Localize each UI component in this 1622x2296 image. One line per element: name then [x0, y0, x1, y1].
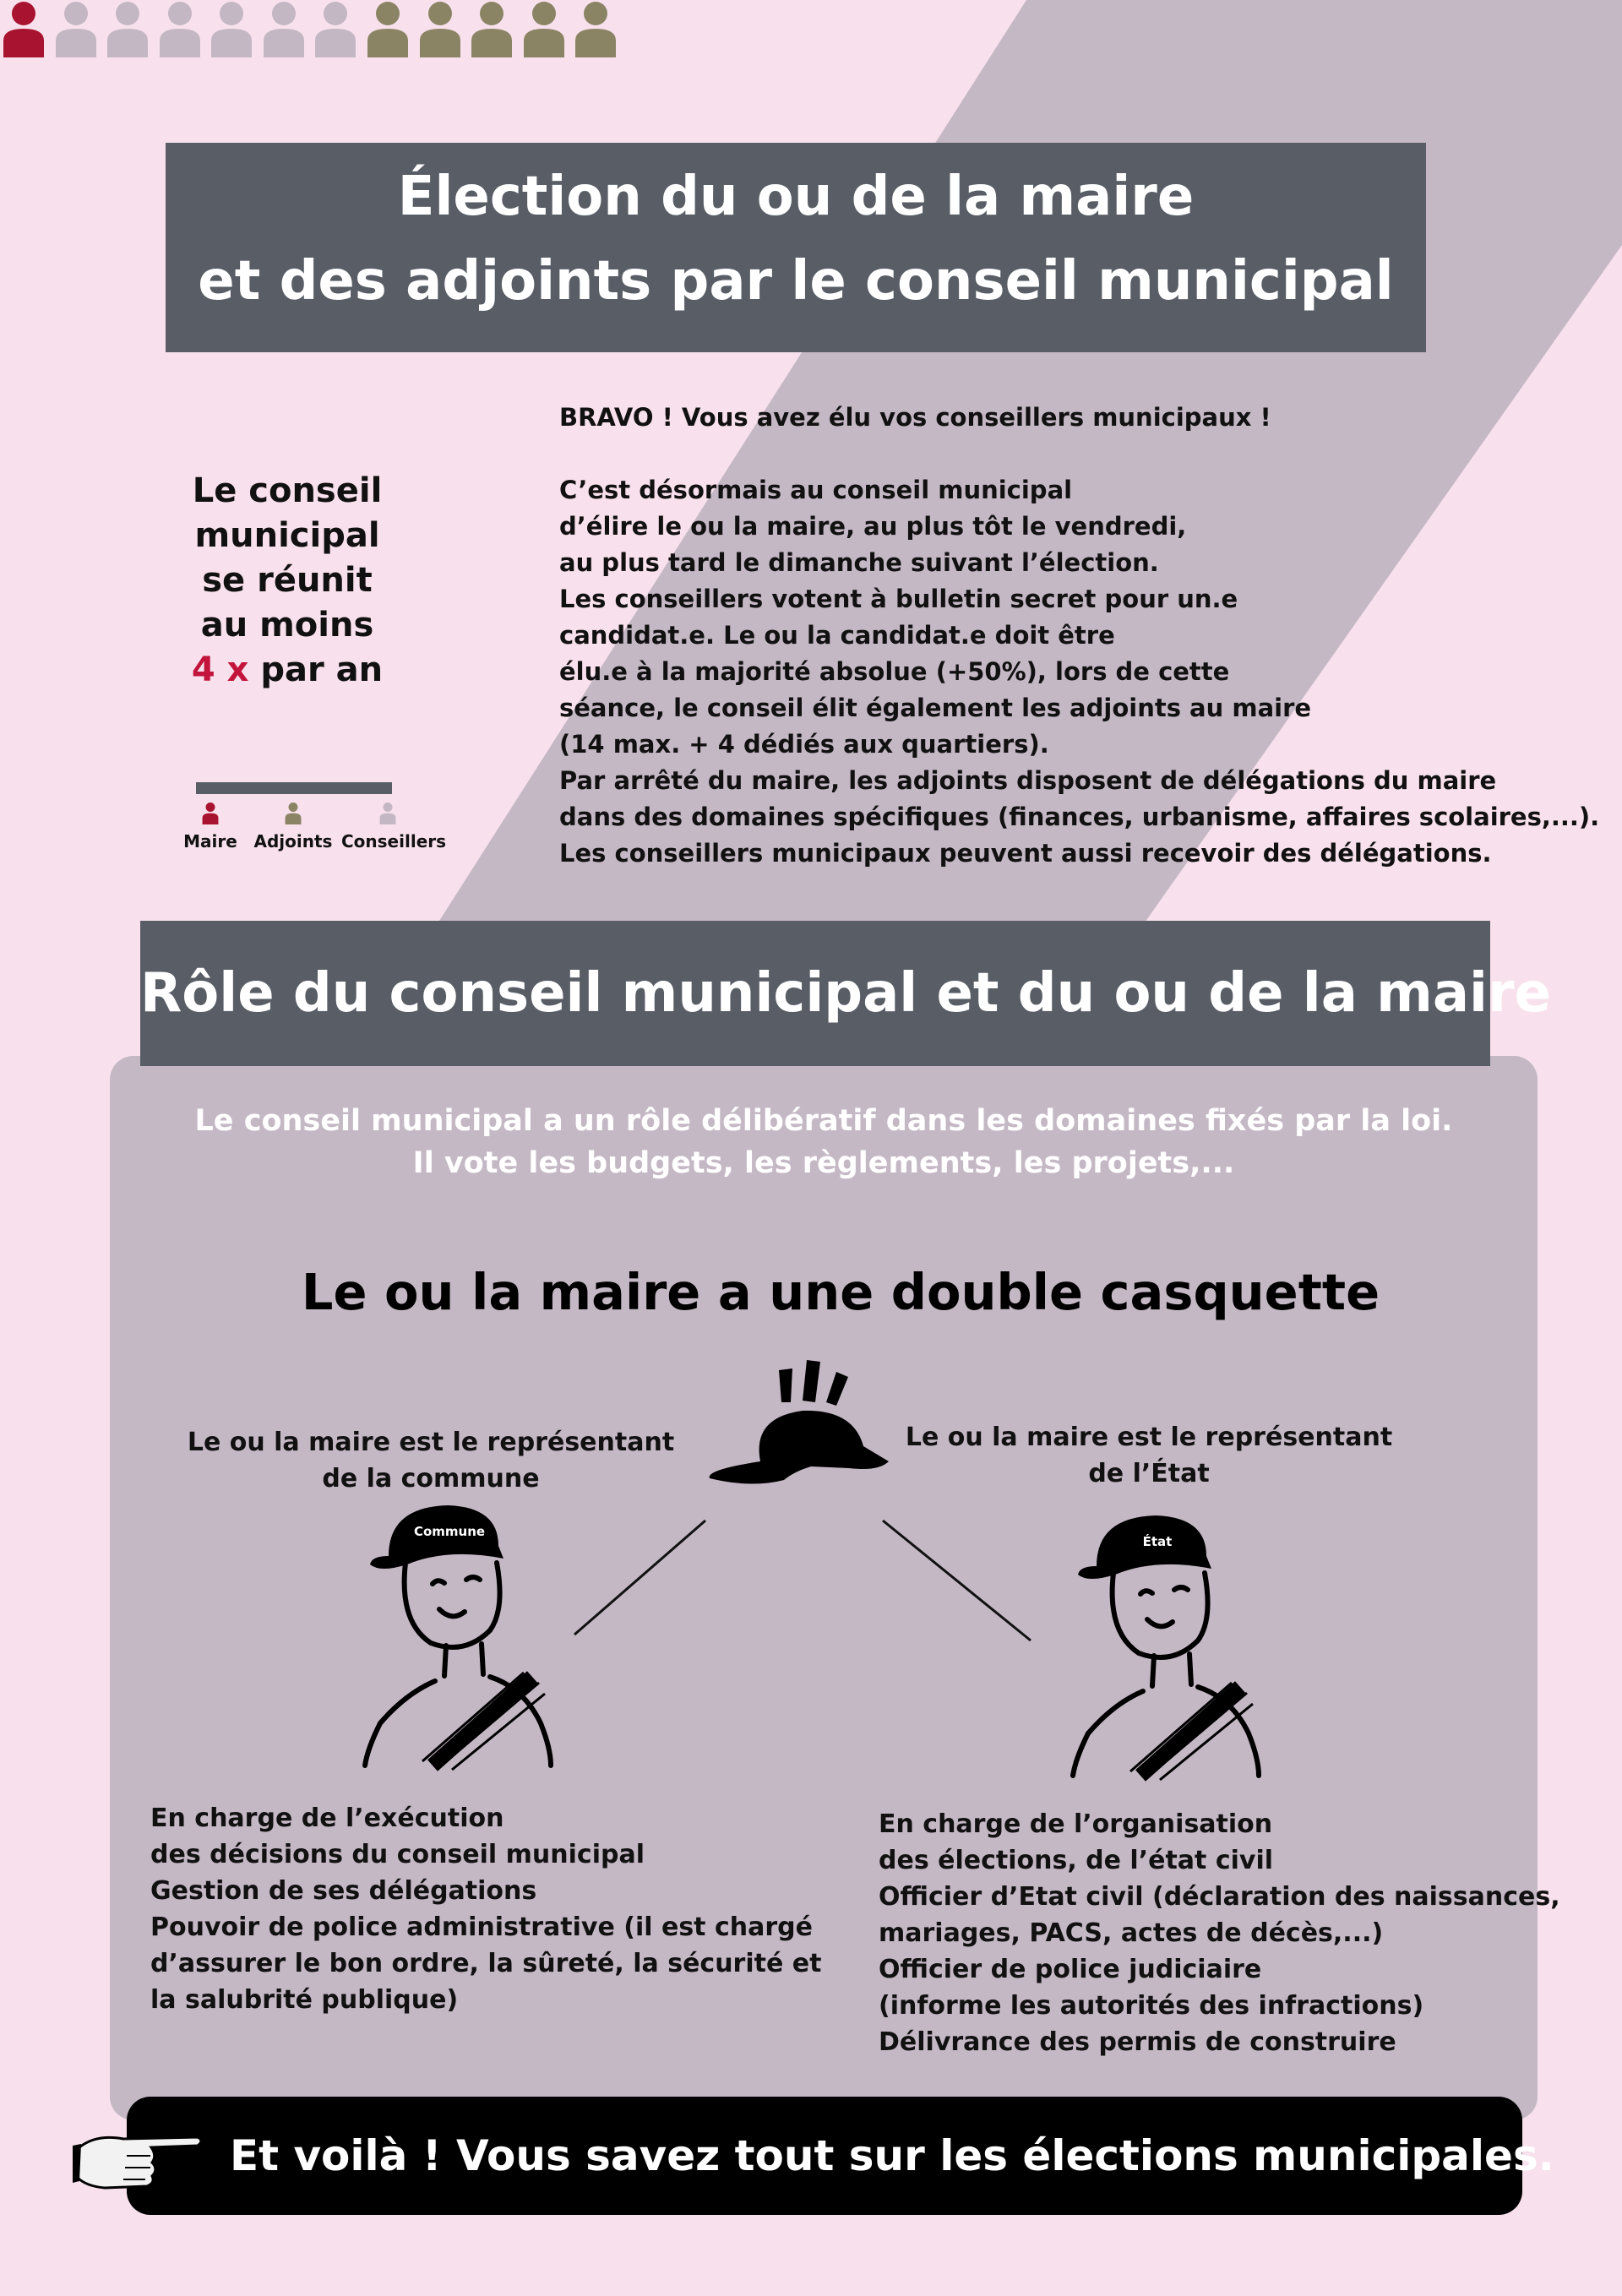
commune-duty-line: En charge de l’exécution: [150, 1804, 504, 1833]
explanation-line: élu.e à la majorité absolue (+50%), lors de cette: [559, 657, 1230, 686]
role-title: Rôle du conseil municipal et du ou de la maire: [140, 921, 1490, 1066]
council-caption-line: Le conseil: [192, 471, 383, 510]
legend-maire: [164, 801, 257, 851]
commune-rep-line: de la commune: [322, 1464, 540, 1493]
connector-line-right: [883, 1521, 1031, 1640]
legend-conseillers-label: Conseillers: [341, 831, 447, 851]
legend-maire-label: Maire: [183, 831, 237, 851]
meeting-frequency: 4 x: [191, 650, 249, 689]
commune-duty-line: d’assurer le bon ordre, la sûreté, la sécurité et: [150, 1949, 822, 1978]
explanation-line: séance, le conseil élit également les adjoints au maire: [559, 694, 1312, 722]
legend-adjoints-label: Adjoints: [253, 831, 333, 851]
election-title-line2: et des adjoints par le conseil municipal: [198, 250, 1394, 313]
etat-rep-line: Le ou la maire est le représentant: [905, 1423, 1393, 1452]
etat-duty-line: (informe les autorités des infractions): [879, 1991, 1424, 2021]
footer-message: Et voilà ! Vous savez tout sur les élections municipales.: [230, 2131, 1554, 2180]
maire-legend-icon: [201, 801, 220, 826]
mayor-etat-figure: [1063, 1505, 1282, 1784]
council-caption-line: [169, 648, 406, 693]
sash-icon: [1130, 1683, 1253, 1780]
explanation-line: (14 max. + 4 dédiés aux quartiers).: [559, 730, 1049, 759]
commune-duty-line: Pouvoir de police administrative (il est chargé: [150, 1912, 813, 1942]
council-caption-line: se réunit: [202, 561, 373, 600]
commune-representative-heading: [186, 1424, 676, 1497]
election-explanation: [559, 400, 1600, 872]
etat-rep-line: de l’État: [1088, 1459, 1210, 1488]
role-intro-line: Le conseil municipal a un rôle délibératif dans les domaines fixés par la loi.: [194, 1104, 1453, 1138]
explanation-line: au plus tard le dimanche suivant l’élection.: [559, 548, 1159, 577]
etat-duties: [879, 1806, 1560, 2060]
role-intro: [110, 1100, 1538, 1184]
council-caption-line: municipal: [194, 516, 380, 555]
commune-duty-line: la salubrité publique): [150, 1985, 459, 2015]
conseiller-legend-icon: [378, 801, 397, 826]
council-table-bar: [196, 782, 392, 794]
cap-label-commune: Commune: [413, 1524, 486, 1539]
cap-icon: [710, 1360, 889, 1484]
adjoint-legend-icon: [284, 801, 302, 826]
cap-label-etat: État: [1142, 1534, 1173, 1549]
explanation-line: Les conseillers municipaux peuvent aussi recevoir des délégations.: [559, 839, 1492, 868]
legend-adjoints: [247, 801, 340, 851]
etat-duty-line: Officier d’Etat civil (déclaration des naissances,: [879, 1882, 1560, 1912]
commune-duty-line: des décisions du conseil municipal: [150, 1840, 645, 1869]
legend-conseillers: [341, 801, 447, 851]
election-title: [166, 143, 1426, 352]
mayor-commune-figure: [355, 1495, 574, 1774]
etat-duty-line: des élections, de l’état civil: [879, 1846, 1274, 1875]
etat-duty-line: Officier de police judiciaire: [879, 1955, 1262, 1984]
commune-rep-line: Le ou la maire est le représentant: [187, 1428, 675, 1457]
etat-duty-line: mariages, PACS, actes de décès,...): [879, 1918, 1384, 1948]
election-title-line1: Élection du ou de la maire: [397, 166, 1195, 228]
explanation-line: d’élire le ou la maire, au plus tôt le vendredi,: [559, 512, 1187, 541]
explanation-line: dans des domaines spécifiques (finances, urbanisme, affaires scolaires,...).: [559, 803, 1600, 831]
connector-line-left: [574, 1521, 705, 1635]
role-intro-line: Il vote les budgets, les règlements, les projets,...: [412, 1146, 1235, 1180]
meeting-frequency-unit: par an: [260, 650, 384, 689]
double-cap-title: Le ou la maire a une double casquette: [301, 1263, 1380, 1321]
pointing-hand-icon: [71, 2122, 206, 2195]
council-caption: [169, 469, 406, 693]
explanation-line: Les conseillers votent à bulletin secret pour un.e: [559, 585, 1238, 613]
council-caption-line: au moins: [200, 606, 374, 645]
explanation-line: Par arrêté du maire, les adjoints disposent de délégations du maire: [559, 766, 1497, 795]
bravo-line: BRAVO ! Vous avez élu vos conseillers municipaux !: [559, 403, 1271, 432]
commune-duties: [150, 1800, 822, 2018]
commune-duty-line: Gestion de ses délégations: [150, 1876, 537, 1906]
sash-icon: [422, 1673, 545, 1770]
etat-representative-heading: [904, 1419, 1394, 1492]
etat-duty-line: En charge de l’organisation: [879, 1809, 1273, 1839]
etat-duty-line: Délivrance des permis de construire: [879, 2027, 1396, 2057]
explanation-line: C’est désormais au conseil municipal: [559, 476, 1073, 504]
explanation-line: candidat.e. Le ou la candidat.e doit être: [559, 621, 1115, 650]
